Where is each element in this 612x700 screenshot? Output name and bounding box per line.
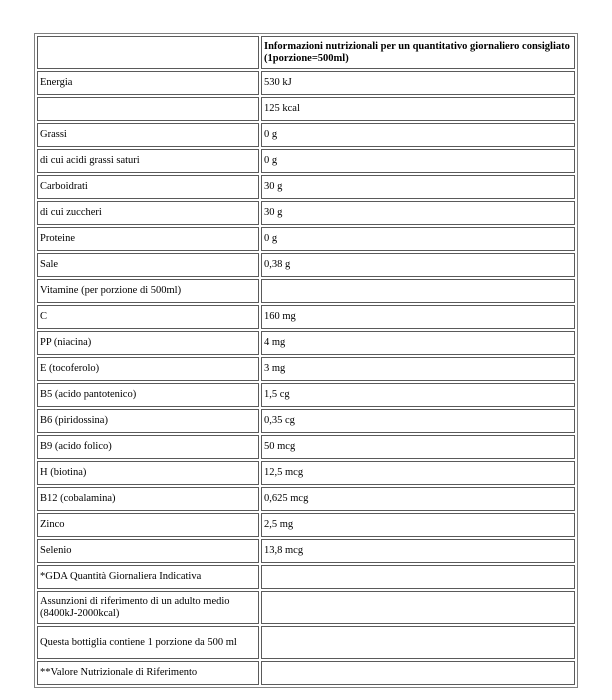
row-label: Energia	[37, 71, 259, 95]
table-row	[37, 435, 575, 459]
row-value	[261, 591, 575, 624]
table-row	[37, 626, 575, 659]
row-label: Proteine	[37, 227, 259, 251]
table-row	[37, 383, 575, 407]
table-row	[37, 253, 575, 277]
row-value: 125 kcal	[261, 97, 575, 121]
row-label: B12 (cobalamina)	[37, 487, 259, 511]
table-row	[37, 175, 575, 199]
row-value	[261, 279, 575, 303]
table-header-row	[37, 36, 575, 69]
table-row	[37, 461, 575, 485]
row-label: Questa bottiglia contiene 1 porzione da 500 ml	[37, 626, 259, 659]
table-row	[37, 357, 575, 381]
table-row	[37, 661, 575, 685]
row-value: 50 mcg	[261, 435, 575, 459]
row-label: B5 (acido pantotenico)	[37, 383, 259, 407]
row-value: 3 mg	[261, 357, 575, 381]
table-row	[37, 201, 575, 225]
row-value: 0,38 g	[261, 253, 575, 277]
row-label: B6 (piridossina)	[37, 409, 259, 433]
table-row	[37, 409, 575, 433]
table-row	[37, 565, 575, 589]
row-label: Zinco	[37, 513, 259, 537]
row-label: PP (niacina)	[37, 331, 259, 355]
row-label: E (tocoferolo)	[37, 357, 259, 381]
table-row	[37, 331, 575, 355]
row-label: di cui acidi grassi saturi	[37, 149, 259, 173]
row-label: Carboidrati	[37, 175, 259, 199]
row-label: di cui zuccheri	[37, 201, 259, 225]
header-label-cell	[37, 36, 259, 69]
row-label: H (biotina)	[37, 461, 259, 485]
row-value	[261, 661, 575, 685]
row-value: 0 g	[261, 149, 575, 173]
row-value: 1,5 cg	[261, 383, 575, 407]
row-value: 0 g	[261, 123, 575, 147]
row-value: 4 mg	[261, 331, 575, 355]
header-value-cell: Informazioni nutrizionali per un quantitativo giornaliero consigliato (1porzione=500ml)	[261, 36, 575, 69]
table-row	[37, 149, 575, 173]
row-label: Sale	[37, 253, 259, 277]
row-value: 12,5 mcg	[261, 461, 575, 485]
nutrition-table	[34, 33, 578, 688]
table-row	[37, 487, 575, 511]
table-row	[37, 227, 575, 251]
row-value: 30 g	[261, 175, 575, 199]
row-label: Vitamine (per porzione di 500ml)	[37, 279, 259, 303]
row-label	[37, 97, 259, 121]
table-row	[37, 71, 575, 95]
row-value: 0 g	[261, 227, 575, 251]
row-value: 530 kJ	[261, 71, 575, 95]
table-row	[37, 539, 575, 563]
row-value	[261, 626, 575, 659]
row-value: 2,5 mg	[261, 513, 575, 537]
row-value	[261, 565, 575, 589]
row-value: 30 g	[261, 201, 575, 225]
table-row	[37, 97, 575, 121]
row-label: **Valore Nutrizionale di Riferimento	[37, 661, 259, 685]
row-value: 13,8 mcg	[261, 539, 575, 563]
table-row	[37, 305, 575, 329]
row-value: 0,35 cg	[261, 409, 575, 433]
table-row	[37, 513, 575, 537]
table-row	[37, 123, 575, 147]
table-row	[37, 591, 575, 624]
row-label: Selenio	[37, 539, 259, 563]
row-label: B9 (acido folico)	[37, 435, 259, 459]
row-label: Grassi	[37, 123, 259, 147]
row-value: 160 mg	[261, 305, 575, 329]
row-label: Assunzioni di riferimento di un adulto medio (8400kJ-2000kcal)	[37, 591, 259, 624]
row-label: *GDA Quantità Giornaliera Indicativa	[37, 565, 259, 589]
row-label: C	[37, 305, 259, 329]
row-value: 0,625 mcg	[261, 487, 575, 511]
table-row	[37, 279, 575, 303]
